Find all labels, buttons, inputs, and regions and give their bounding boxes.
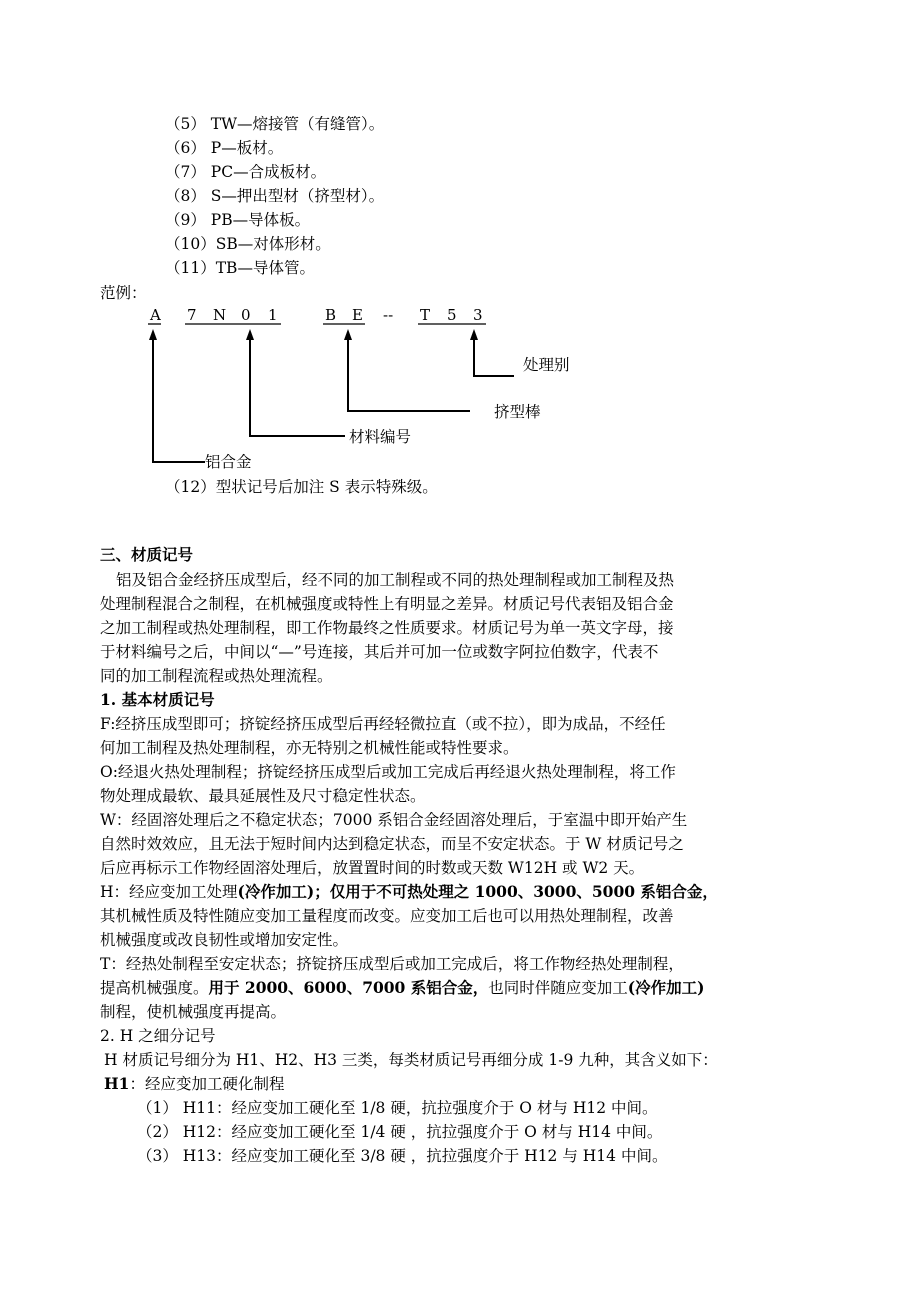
text-line (165, 186, 384, 206)
text-line (137, 1122, 662, 1142)
label-extrusion-bar: 挤型棒 (494, 403, 541, 421)
text-line (104, 1050, 718, 1070)
text-line (100, 545, 193, 565)
text-segment: 铝及铝合金经挤压成型后，经不同的加工制程或不同的热处理制程或加工制程及热 (116, 571, 675, 589)
text-segment: 物处理成最软、最具延展性及尺寸稳定性状态。 (100, 787, 426, 805)
code-char: 7 (187, 306, 197, 324)
text-line (100, 882, 718, 902)
text-line (100, 810, 687, 830)
text-line (165, 114, 384, 134)
text-line (165, 234, 331, 254)
text-line (165, 210, 310, 230)
text-line (165, 477, 438, 497)
text-line (100, 762, 676, 782)
code-char: A (150, 306, 161, 324)
text-segment: （1） H11：经应变加工硬化至 1/8 硬，抗拉强度介于 O 材与 H12 中间。 (137, 1099, 658, 1117)
text-segment: 范例： (100, 284, 147, 302)
text-segment: 处理制程混合之制程，在机械强度或特性上有明显之差异。材质记号代表铝及铝合金 (100, 595, 674, 613)
text-line (165, 162, 326, 182)
text-segment: H：经应变加工处理 (100, 883, 238, 901)
text-line (100, 642, 658, 662)
text-segment: （8） S—押出型材（挤型材）。 (165, 187, 385, 205)
text-segment: （7） PC—合成板材。 (165, 163, 327, 181)
text-segment: （5） TW—熔接管（有缝管）。 (165, 115, 385, 133)
text-segment: 自然时效效应，且无法于短时间内达到稳定状态，而呈不安定状态。于 W 材质记号之 (100, 835, 684, 853)
code-char: 0 (241, 306, 251, 324)
text-line (100, 283, 147, 303)
text-segment: H 材质记号细分为 H1、H2、H3 三类，每类材质记号再细分成 1-9 九种，其含义如下： (104, 1051, 718, 1069)
text-line (100, 978, 704, 998)
text-segment: 也同时伴随应变加工 (488, 979, 628, 997)
text-segment: 机械强度或改良韧性或增加安定性。 (100, 931, 349, 949)
text-segment: 其机械性质及特性随应变加工量程度而改变。应变加工后也可以用热处理制程，改善 (100, 907, 674, 925)
text-line (165, 138, 283, 158)
text-segment: 同的加工制程流程或热处理流程。 (100, 667, 333, 685)
text-line (100, 954, 684, 974)
text-segment: W：经固溶处理后之不稳定状态；7000 系铝合金经固溶处理后，于室温中即开始产生 (100, 811, 688, 829)
text-segment: （6） P—板材。 (165, 139, 284, 157)
text-segment: 何加工制程及热处理制程，亦无特别之机械性能或特性要求。 (100, 739, 519, 757)
code-char: B (325, 306, 337, 324)
text-segment: 提高机械强度。 (100, 979, 209, 997)
text-segment: （10）SB—对体形材。 (165, 235, 331, 253)
code-char: -- (383, 306, 394, 324)
text-line (100, 738, 519, 758)
code-char: T (420, 306, 431, 324)
label-material-number: 材料编号 (349, 428, 412, 446)
text-segment: （3） H13：经应变加工硬化至 3/8 硬 ，抗拉强度介于 H12 与 H14 中间。 (137, 1147, 668, 1165)
label-treatment: 处理别 (523, 356, 570, 374)
text-segment: （12）型状记号后加注 S 表示特殊级。 (165, 478, 438, 496)
code-char: 5 (447, 306, 457, 324)
text-line (137, 1098, 658, 1118)
code-char: 1 (268, 306, 278, 324)
text-segment: 制程，使机械强度再提高。 (100, 1003, 287, 1021)
text-line (100, 594, 674, 614)
text-segment: (冷作加工) (627, 978, 705, 997)
text-segment: (冷作加工)；仅用于不可热处理之 1000、3000、5000 系铝合金， (237, 882, 718, 901)
text-segment: 1. 基本材质记号 (100, 690, 215, 709)
text-segment: T：经热处制程至安定状态；挤锭挤压成型后或加工完成后，将工作物经热处理制程， (100, 955, 684, 973)
code-char: 3 (473, 306, 483, 324)
text-line (100, 618, 674, 638)
text-segment: （11）TB—导体管。 (165, 259, 315, 277)
text-segment: （9） PB—导体板。 (165, 211, 311, 229)
code-char: N (213, 306, 227, 324)
text-line (100, 858, 644, 878)
text-segment: 后应再标示工作物经固溶处理后，放置置时间的时数或天数 W12H 或 W2 天。 (100, 859, 645, 877)
text-line (100, 714, 666, 734)
text-segment: 2. H 之细分记号 (100, 1027, 216, 1045)
text-segment: ：经应变加工硬化制程 (129, 1075, 285, 1093)
text-segment: 于材料编号之后，中间以“—”号连接，其后并可加一位或数字阿拉伯数字，代表不 (100, 643, 659, 661)
text-line (100, 834, 684, 854)
text-line (100, 906, 674, 926)
text-segment: 之加工制程或热处理制程，即工作物最终之性质要求。材质记号为单一英文字母，接 (100, 619, 674, 637)
text-segment: （2） H12：经应变加工硬化至 1/4 硬 ，抗拉强度介于 O 材与 H14 中间。 (137, 1123, 663, 1141)
text-segment: 用于 2000、6000、7000 系铝合金， (208, 978, 489, 997)
text-segment: F:经挤压成型即可；挤锭经挤压成型后再经轻微拉直（或不拉），即为成品，不经任 (100, 715, 666, 733)
text-segment: O:经退火热处理制程；挤锭经挤压成型后或加工完成后再经退火热处理制程，将工作 (100, 763, 676, 781)
text-line (100, 786, 426, 806)
text-line (100, 1026, 216, 1046)
text-line (165, 258, 315, 278)
text-segment: 三、材质记号 (100, 545, 194, 564)
label-aluminum-alloy: 铝合金 (205, 453, 252, 471)
text-line (100, 1002, 286, 1022)
text-segment: H1 (104, 1074, 130, 1093)
text-line (100, 930, 348, 950)
code-char: E (352, 306, 363, 324)
text-line (100, 690, 215, 710)
text-line (104, 1074, 284, 1094)
text-line (100, 666, 333, 686)
text-line (116, 570, 674, 590)
text-line (137, 1146, 667, 1166)
